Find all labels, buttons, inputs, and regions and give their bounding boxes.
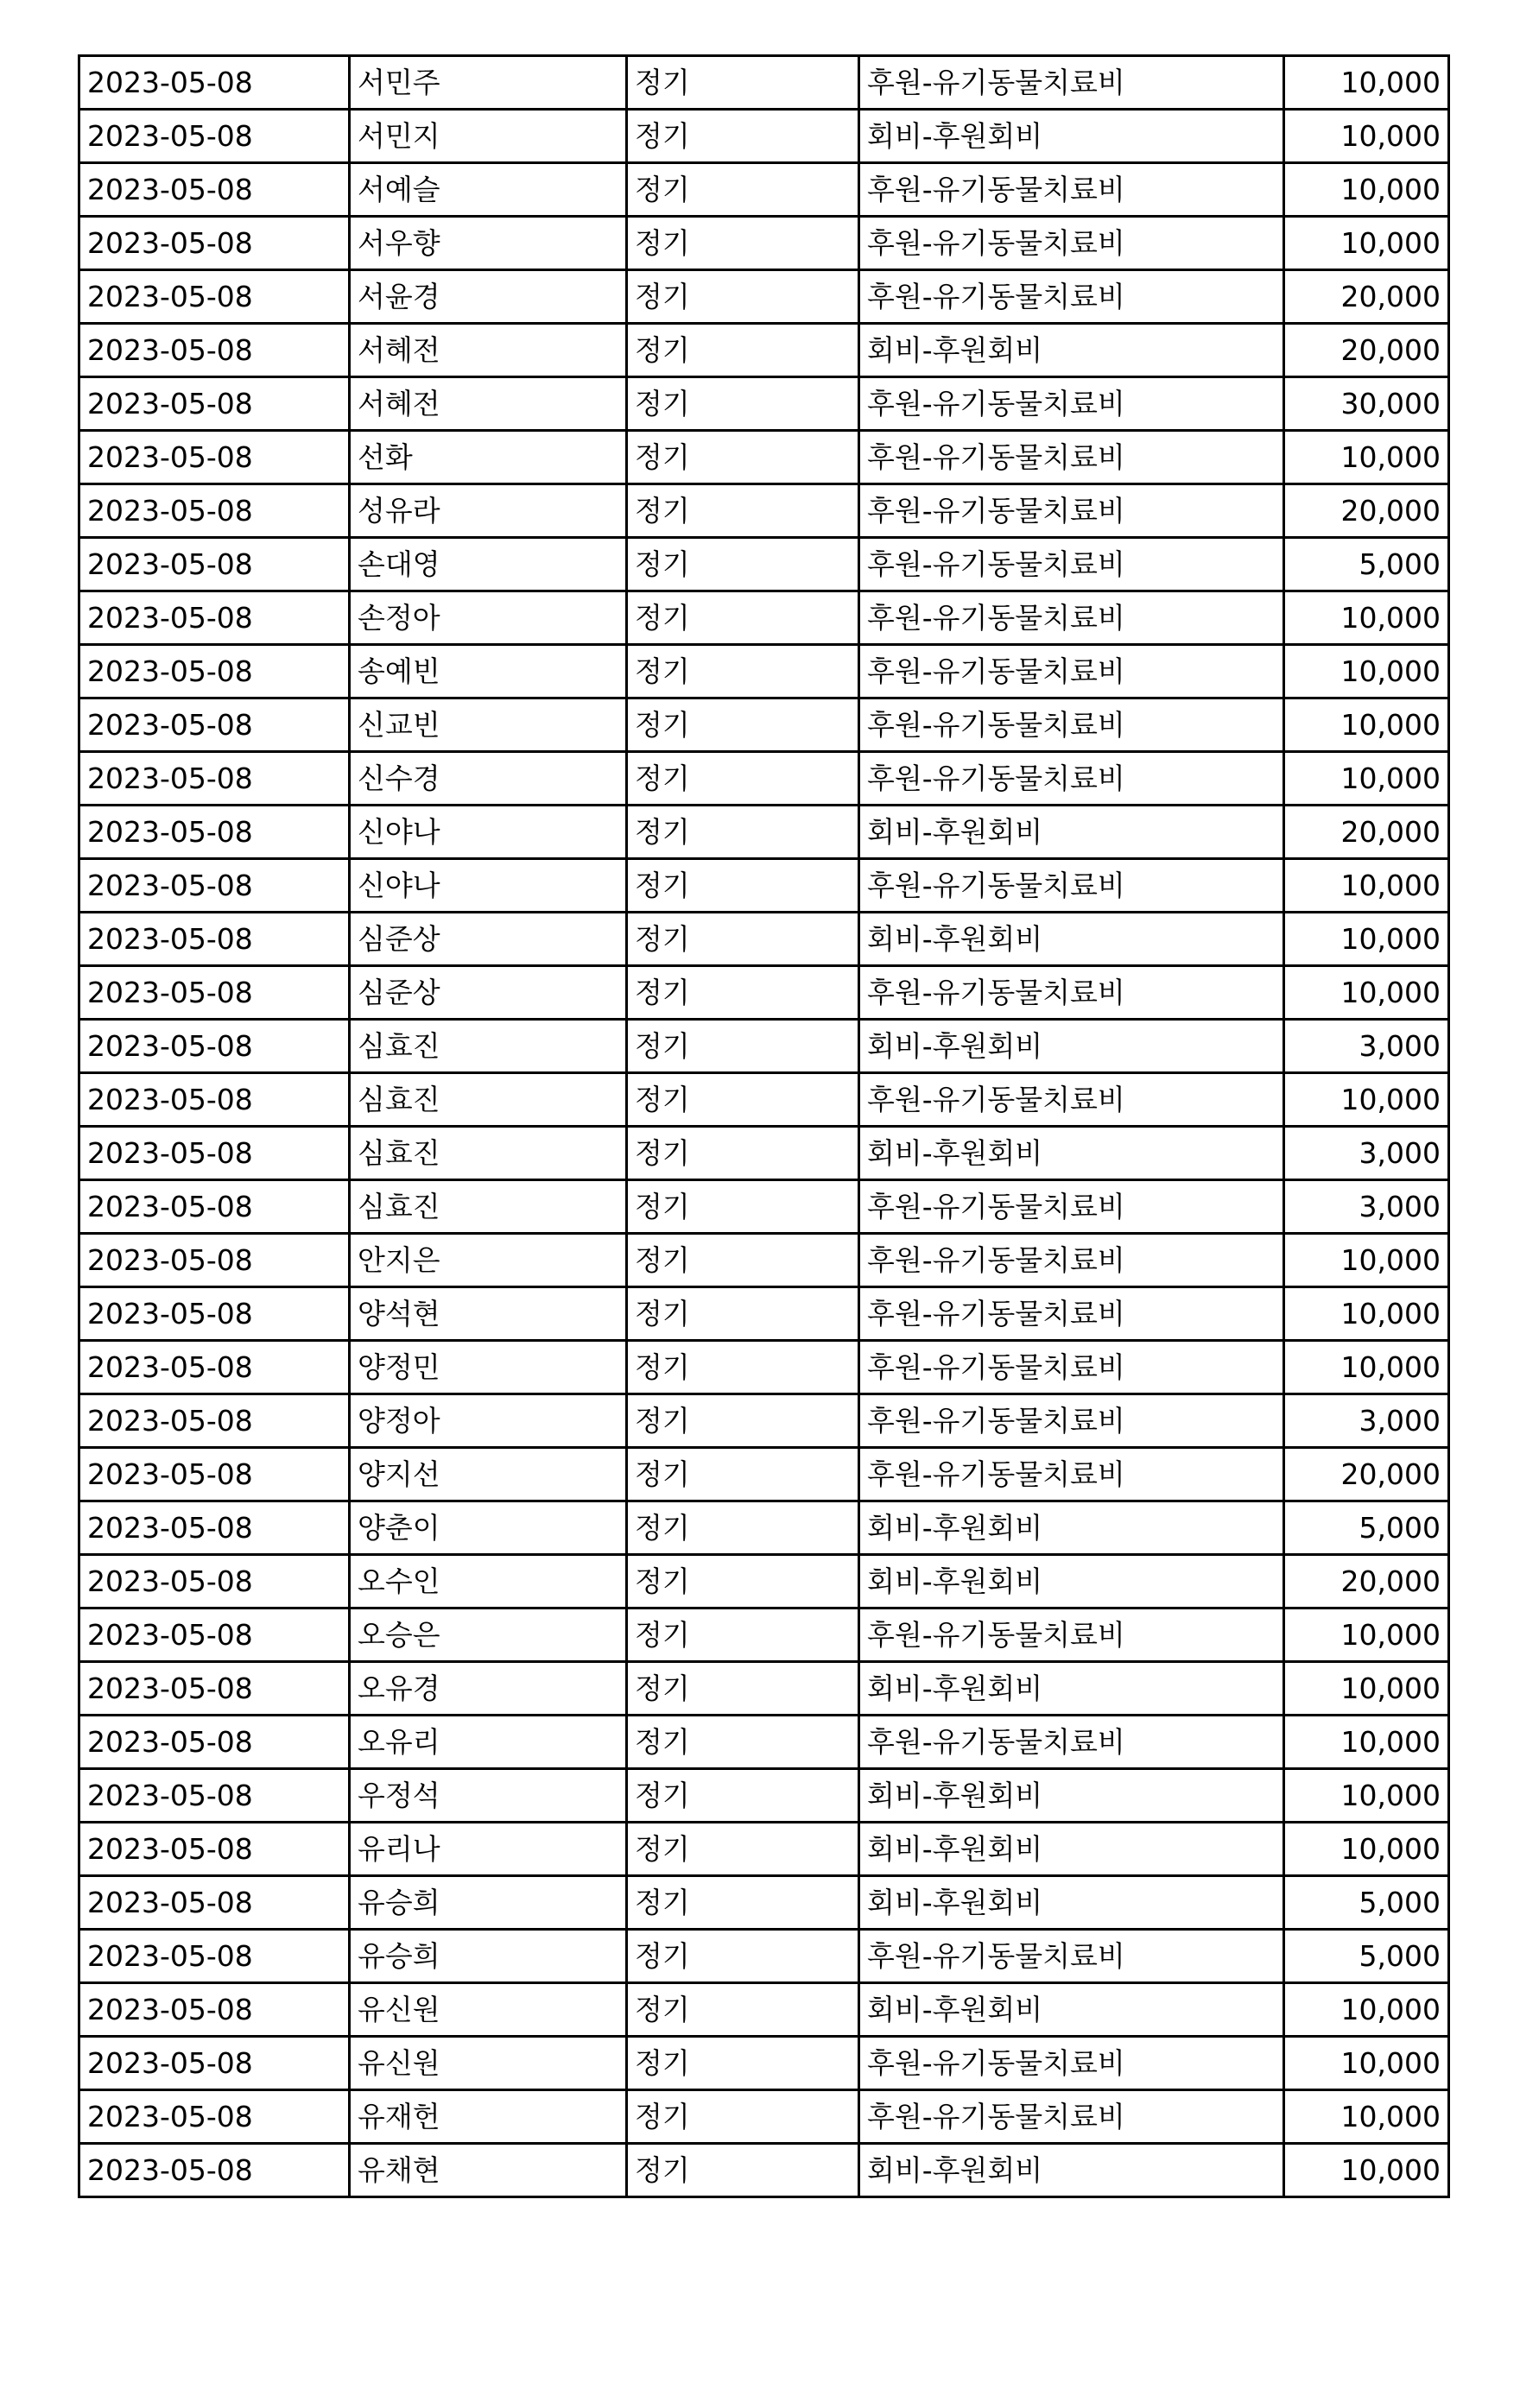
category-cell: 후원-유기동물치료비 xyxy=(859,270,1284,324)
date-cell: 2023-05-08 xyxy=(79,538,350,591)
donor-name-cell: 유리나 xyxy=(350,1823,627,1876)
table-row xyxy=(79,431,1449,484)
donor-name-cell: 양춘이 xyxy=(350,1501,627,1555)
donor-name-cell: 심준상 xyxy=(350,913,627,966)
donor-name-cell: 서혜전 xyxy=(350,377,627,431)
donor-name-cell: 심효진 xyxy=(350,1020,627,1073)
table-row xyxy=(79,1180,1449,1234)
donation-ledger-table xyxy=(78,54,1450,2198)
amount-cell: 3,000 xyxy=(1284,1394,1449,1448)
amount-cell: 30,000 xyxy=(1284,377,1449,431)
date-cell: 2023-05-08 xyxy=(79,1341,350,1394)
date-cell: 2023-05-08 xyxy=(79,2090,350,2144)
donor-name-cell: 오유리 xyxy=(350,1716,627,1769)
table-row xyxy=(79,56,1449,110)
category-cell: 후원-유기동물치료비 xyxy=(859,698,1284,752)
amount-cell: 20,000 xyxy=(1284,484,1449,538)
table-row xyxy=(79,859,1449,913)
category-cell: 후원-유기동물치료비 xyxy=(859,163,1284,217)
date-cell: 2023-05-08 xyxy=(79,1501,350,1555)
category-cell: 회비-후원회비 xyxy=(859,1876,1284,1930)
category-cell: 후원-유기동물치료비 xyxy=(859,645,1284,698)
category-cell: 회비-후원회비 xyxy=(859,1823,1284,1876)
category-cell: 후원-유기동물치료비 xyxy=(859,538,1284,591)
donor-name-cell: 심효진 xyxy=(350,1180,627,1234)
category-cell: 후원-유기동물치료비 xyxy=(859,217,1284,270)
date-cell: 2023-05-08 xyxy=(79,163,350,217)
donation-type-cell: 정기 xyxy=(627,806,859,859)
category-cell: 후원-유기동물치료비 xyxy=(859,377,1284,431)
date-cell: 2023-05-08 xyxy=(79,217,350,270)
category-cell: 후원-유기동물치료비 xyxy=(859,2037,1284,2090)
donation-type-cell: 정기 xyxy=(627,1073,859,1127)
table-row xyxy=(79,1608,1449,1662)
donation-type-cell: 정기 xyxy=(627,1716,859,1769)
category-cell: 회비-후원회비 xyxy=(859,2144,1284,2197)
donor-name-cell: 오유경 xyxy=(350,1662,627,1716)
amount-cell: 10,000 xyxy=(1284,2144,1449,2197)
amount-cell: 3,000 xyxy=(1284,1127,1449,1180)
donor-name-cell: 서우향 xyxy=(350,217,627,270)
date-cell: 2023-05-08 xyxy=(79,1930,350,1983)
donation-type-cell: 정기 xyxy=(627,698,859,752)
donor-name-cell: 안지은 xyxy=(350,1234,627,1287)
date-cell: 2023-05-08 xyxy=(79,377,350,431)
donation-type-cell: 정기 xyxy=(627,1930,859,1983)
donation-type-cell: 정기 xyxy=(627,1769,859,1823)
table-row xyxy=(79,270,1449,324)
donation-type-cell: 정기 xyxy=(627,752,859,806)
donor-name-cell: 심효진 xyxy=(350,1127,627,1180)
donor-name-cell: 손대영 xyxy=(350,538,627,591)
donation-type-cell: 정기 xyxy=(627,217,859,270)
date-cell: 2023-05-08 xyxy=(79,913,350,966)
table-row xyxy=(79,484,1449,538)
table-row xyxy=(79,1662,1449,1716)
amount-cell: 10,000 xyxy=(1284,859,1449,913)
donor-name-cell: 양지선 xyxy=(350,1448,627,1501)
donation-type-cell: 정기 xyxy=(627,1823,859,1876)
category-cell: 후원-유기동물치료비 xyxy=(859,1180,1284,1234)
donor-name-cell: 유승희 xyxy=(350,1930,627,1983)
table-row xyxy=(79,2037,1449,2090)
category-cell: 후원-유기동물치료비 xyxy=(859,2090,1284,2144)
date-cell: 2023-05-08 xyxy=(79,1180,350,1234)
category-cell: 후원-유기동물치료비 xyxy=(859,1073,1284,1127)
amount-cell: 10,000 xyxy=(1284,752,1449,806)
table-row xyxy=(79,1448,1449,1501)
donation-type-cell: 정기 xyxy=(627,431,859,484)
donation-type-cell: 정기 xyxy=(627,2037,859,2090)
ledger-body xyxy=(79,56,1449,2197)
table-row xyxy=(79,1341,1449,1394)
donation-type-cell: 정기 xyxy=(627,1394,859,1448)
donation-type-cell: 정기 xyxy=(627,1180,859,1234)
amount-cell: 10,000 xyxy=(1284,1769,1449,1823)
category-cell: 후원-유기동물치료비 xyxy=(859,484,1284,538)
donation-type-cell: 정기 xyxy=(627,913,859,966)
date-cell: 2023-05-08 xyxy=(79,1769,350,1823)
category-cell: 후원-유기동물치료비 xyxy=(859,1341,1284,1394)
amount-cell: 5,000 xyxy=(1284,1930,1449,1983)
donation-type-cell: 정기 xyxy=(627,2144,859,2197)
donor-name-cell: 서윤경 xyxy=(350,270,627,324)
date-cell: 2023-05-08 xyxy=(79,1823,350,1876)
date-cell: 2023-05-08 xyxy=(79,1073,350,1127)
table-row xyxy=(79,110,1449,163)
table-row xyxy=(79,538,1449,591)
donation-ledger-page xyxy=(78,54,1450,2198)
amount-cell: 10,000 xyxy=(1284,591,1449,645)
table-row xyxy=(79,1876,1449,1930)
donor-name-cell: 송예빈 xyxy=(350,645,627,698)
category-cell: 회비-후원회비 xyxy=(859,806,1284,859)
donor-name-cell: 심효진 xyxy=(350,1073,627,1127)
donor-name-cell: 우정석 xyxy=(350,1769,627,1823)
category-cell: 회비-후원회비 xyxy=(859,324,1284,377)
donor-name-cell: 양정아 xyxy=(350,1394,627,1448)
date-cell: 2023-05-08 xyxy=(79,2037,350,2090)
category-cell: 회비-후원회비 xyxy=(859,913,1284,966)
amount-cell: 20,000 xyxy=(1284,1555,1449,1608)
donation-type-cell: 정기 xyxy=(627,1020,859,1073)
donation-type-cell: 정기 xyxy=(627,1287,859,1341)
amount-cell: 10,000 xyxy=(1284,2090,1449,2144)
donation-type-cell: 정기 xyxy=(627,1234,859,1287)
category-cell: 회비-후원회비 xyxy=(859,1501,1284,1555)
table-row xyxy=(79,1127,1449,1180)
category-cell: 후원-유기동물치료비 xyxy=(859,966,1284,1020)
donation-type-cell: 정기 xyxy=(627,1127,859,1180)
table-row xyxy=(79,2090,1449,2144)
date-cell: 2023-05-08 xyxy=(79,966,350,1020)
donation-type-cell: 정기 xyxy=(627,110,859,163)
table-row xyxy=(79,1394,1449,1448)
donation-type-cell: 정기 xyxy=(627,859,859,913)
amount-cell: 10,000 xyxy=(1284,110,1449,163)
amount-cell: 5,000 xyxy=(1284,1876,1449,1930)
donor-name-cell: 오수인 xyxy=(350,1555,627,1608)
amount-cell: 10,000 xyxy=(1284,645,1449,698)
donation-type-cell: 정기 xyxy=(627,1501,859,1555)
table-row xyxy=(79,1716,1449,1769)
amount-cell: 5,000 xyxy=(1284,538,1449,591)
donation-type-cell: 정기 xyxy=(627,1608,859,1662)
donation-type-cell: 정기 xyxy=(627,1448,859,1501)
date-cell: 2023-05-08 xyxy=(79,56,350,110)
amount-cell: 10,000 xyxy=(1284,163,1449,217)
table-row xyxy=(79,1555,1449,1608)
donation-type-cell: 정기 xyxy=(627,56,859,110)
date-cell: 2023-05-08 xyxy=(79,484,350,538)
table-row xyxy=(79,1073,1449,1127)
table-row xyxy=(79,1020,1449,1073)
table-row xyxy=(79,1823,1449,1876)
donor-name-cell: 성유라 xyxy=(350,484,627,538)
donation-type-cell: 정기 xyxy=(627,1876,859,1930)
donor-name-cell: 오승은 xyxy=(350,1608,627,1662)
table-row xyxy=(79,1287,1449,1341)
date-cell: 2023-05-08 xyxy=(79,859,350,913)
amount-cell: 10,000 xyxy=(1284,1983,1449,2037)
donation-type-cell: 정기 xyxy=(627,2090,859,2144)
donor-name-cell: 양정민 xyxy=(350,1341,627,1394)
date-cell: 2023-05-08 xyxy=(79,324,350,377)
donor-name-cell: 서예슬 xyxy=(350,163,627,217)
donation-type-cell: 정기 xyxy=(627,645,859,698)
table-row xyxy=(79,1930,1449,1983)
donor-name-cell: 심준상 xyxy=(350,966,627,1020)
donor-name-cell: 유신원 xyxy=(350,1983,627,2037)
amount-cell: 10,000 xyxy=(1284,431,1449,484)
table-row xyxy=(79,698,1449,752)
category-cell: 회비-후원회비 xyxy=(859,1555,1284,1608)
date-cell: 2023-05-08 xyxy=(79,110,350,163)
category-cell: 후원-유기동물치료비 xyxy=(859,1608,1284,1662)
date-cell: 2023-05-08 xyxy=(79,431,350,484)
donor-name-cell: 신수경 xyxy=(350,752,627,806)
date-cell: 2023-05-08 xyxy=(79,806,350,859)
table-row xyxy=(79,1769,1449,1823)
category-cell: 회비-후원회비 xyxy=(859,110,1284,163)
amount-cell: 10,000 xyxy=(1284,1662,1449,1716)
category-cell: 회비-후원회비 xyxy=(859,1769,1284,1823)
table-row xyxy=(79,966,1449,1020)
date-cell: 2023-05-08 xyxy=(79,1608,350,1662)
date-cell: 2023-05-08 xyxy=(79,698,350,752)
table-row xyxy=(79,806,1449,859)
category-cell: 후원-유기동물치료비 xyxy=(859,431,1284,484)
amount-cell: 10,000 xyxy=(1284,1073,1449,1127)
table-row xyxy=(79,752,1449,806)
table-row xyxy=(79,1234,1449,1287)
amount-cell: 10,000 xyxy=(1284,1823,1449,1876)
donor-name-cell: 서혜전 xyxy=(350,324,627,377)
table-row xyxy=(79,217,1449,270)
date-cell: 2023-05-08 xyxy=(79,645,350,698)
date-cell: 2023-05-08 xyxy=(79,1287,350,1341)
date-cell: 2023-05-08 xyxy=(79,1127,350,1180)
donation-type-cell: 정기 xyxy=(627,538,859,591)
amount-cell: 10,000 xyxy=(1284,2037,1449,2090)
donor-name-cell: 손정아 xyxy=(350,591,627,645)
category-cell: 회비-후원회비 xyxy=(859,1127,1284,1180)
amount-cell: 10,000 xyxy=(1284,217,1449,270)
amount-cell: 20,000 xyxy=(1284,324,1449,377)
donor-name-cell: 선화 xyxy=(350,431,627,484)
category-cell: 후원-유기동물치료비 xyxy=(859,1394,1284,1448)
donation-type-cell: 정기 xyxy=(627,484,859,538)
donation-type-cell: 정기 xyxy=(627,966,859,1020)
amount-cell: 10,000 xyxy=(1284,1608,1449,1662)
category-cell: 후원-유기동물치료비 xyxy=(859,1234,1284,1287)
table-row xyxy=(79,163,1449,217)
date-cell: 2023-05-08 xyxy=(79,1234,350,1287)
date-cell: 2023-05-08 xyxy=(79,270,350,324)
amount-cell: 5,000 xyxy=(1284,1501,1449,1555)
donation-type-cell: 정기 xyxy=(627,377,859,431)
category-cell: 후원-유기동물치료비 xyxy=(859,1930,1284,1983)
table-row xyxy=(79,645,1449,698)
donation-type-cell: 정기 xyxy=(627,324,859,377)
date-cell: 2023-05-08 xyxy=(79,752,350,806)
donor-name-cell: 신야나 xyxy=(350,859,627,913)
amount-cell: 20,000 xyxy=(1284,270,1449,324)
category-cell: 회비-후원회비 xyxy=(859,1662,1284,1716)
date-cell: 2023-05-08 xyxy=(79,1394,350,1448)
date-cell: 2023-05-08 xyxy=(79,1983,350,2037)
amount-cell: 10,000 xyxy=(1284,1341,1449,1394)
category-cell: 후원-유기동물치료비 xyxy=(859,56,1284,110)
category-cell: 회비-후원회비 xyxy=(859,1983,1284,2037)
category-cell: 후원-유기동물치료비 xyxy=(859,1716,1284,1769)
table-row xyxy=(79,1983,1449,2037)
date-cell: 2023-05-08 xyxy=(79,591,350,645)
donation-type-cell: 정기 xyxy=(627,1555,859,1608)
date-cell: 2023-05-08 xyxy=(79,2144,350,2197)
amount-cell: 3,000 xyxy=(1284,1180,1449,1234)
amount-cell: 10,000 xyxy=(1284,1716,1449,1769)
category-cell: 후원-유기동물치료비 xyxy=(859,859,1284,913)
date-cell: 2023-05-08 xyxy=(79,1555,350,1608)
amount-cell: 10,000 xyxy=(1284,966,1449,1020)
date-cell: 2023-05-08 xyxy=(79,1876,350,1930)
table-row xyxy=(79,913,1449,966)
date-cell: 2023-05-08 xyxy=(79,1662,350,1716)
donation-type-cell: 정기 xyxy=(627,1662,859,1716)
donor-name-cell: 유재헌 xyxy=(350,2090,627,2144)
donor-name-cell: 유신원 xyxy=(350,2037,627,2090)
category-cell: 회비-후원회비 xyxy=(859,1020,1284,1073)
category-cell: 후원-유기동물치료비 xyxy=(859,591,1284,645)
category-cell: 후원-유기동물치료비 xyxy=(859,752,1284,806)
amount-cell: 10,000 xyxy=(1284,913,1449,966)
amount-cell: 3,000 xyxy=(1284,1020,1449,1073)
donation-type-cell: 정기 xyxy=(627,270,859,324)
donation-type-cell: 정기 xyxy=(627,163,859,217)
donor-name-cell: 유승희 xyxy=(350,1876,627,1930)
donor-name-cell: 서민지 xyxy=(350,110,627,163)
amount-cell: 10,000 xyxy=(1284,1287,1449,1341)
donation-type-cell: 정기 xyxy=(627,1341,859,1394)
donor-name-cell: 서민주 xyxy=(350,56,627,110)
date-cell: 2023-05-08 xyxy=(79,1716,350,1769)
amount-cell: 20,000 xyxy=(1284,806,1449,859)
date-cell: 2023-05-08 xyxy=(79,1448,350,1501)
donation-type-cell: 정기 xyxy=(627,1983,859,2037)
table-row xyxy=(79,2144,1449,2197)
category-cell: 후원-유기동물치료비 xyxy=(859,1287,1284,1341)
donation-type-cell: 정기 xyxy=(627,591,859,645)
donor-name-cell: 신교빈 xyxy=(350,698,627,752)
amount-cell: 10,000 xyxy=(1284,698,1449,752)
table-row xyxy=(79,591,1449,645)
category-cell: 후원-유기동물치료비 xyxy=(859,1448,1284,1501)
amount-cell: 10,000 xyxy=(1284,1234,1449,1287)
table-row xyxy=(79,324,1449,377)
date-cell: 2023-05-08 xyxy=(79,1020,350,1073)
table-row xyxy=(79,1501,1449,1555)
table-row xyxy=(79,377,1449,431)
donor-name-cell: 신야나 xyxy=(350,806,627,859)
donor-name-cell: 유채현 xyxy=(350,2144,627,2197)
donor-name-cell: 양석현 xyxy=(350,1287,627,1341)
amount-cell: 20,000 xyxy=(1284,1448,1449,1501)
amount-cell: 10,000 xyxy=(1284,56,1449,110)
